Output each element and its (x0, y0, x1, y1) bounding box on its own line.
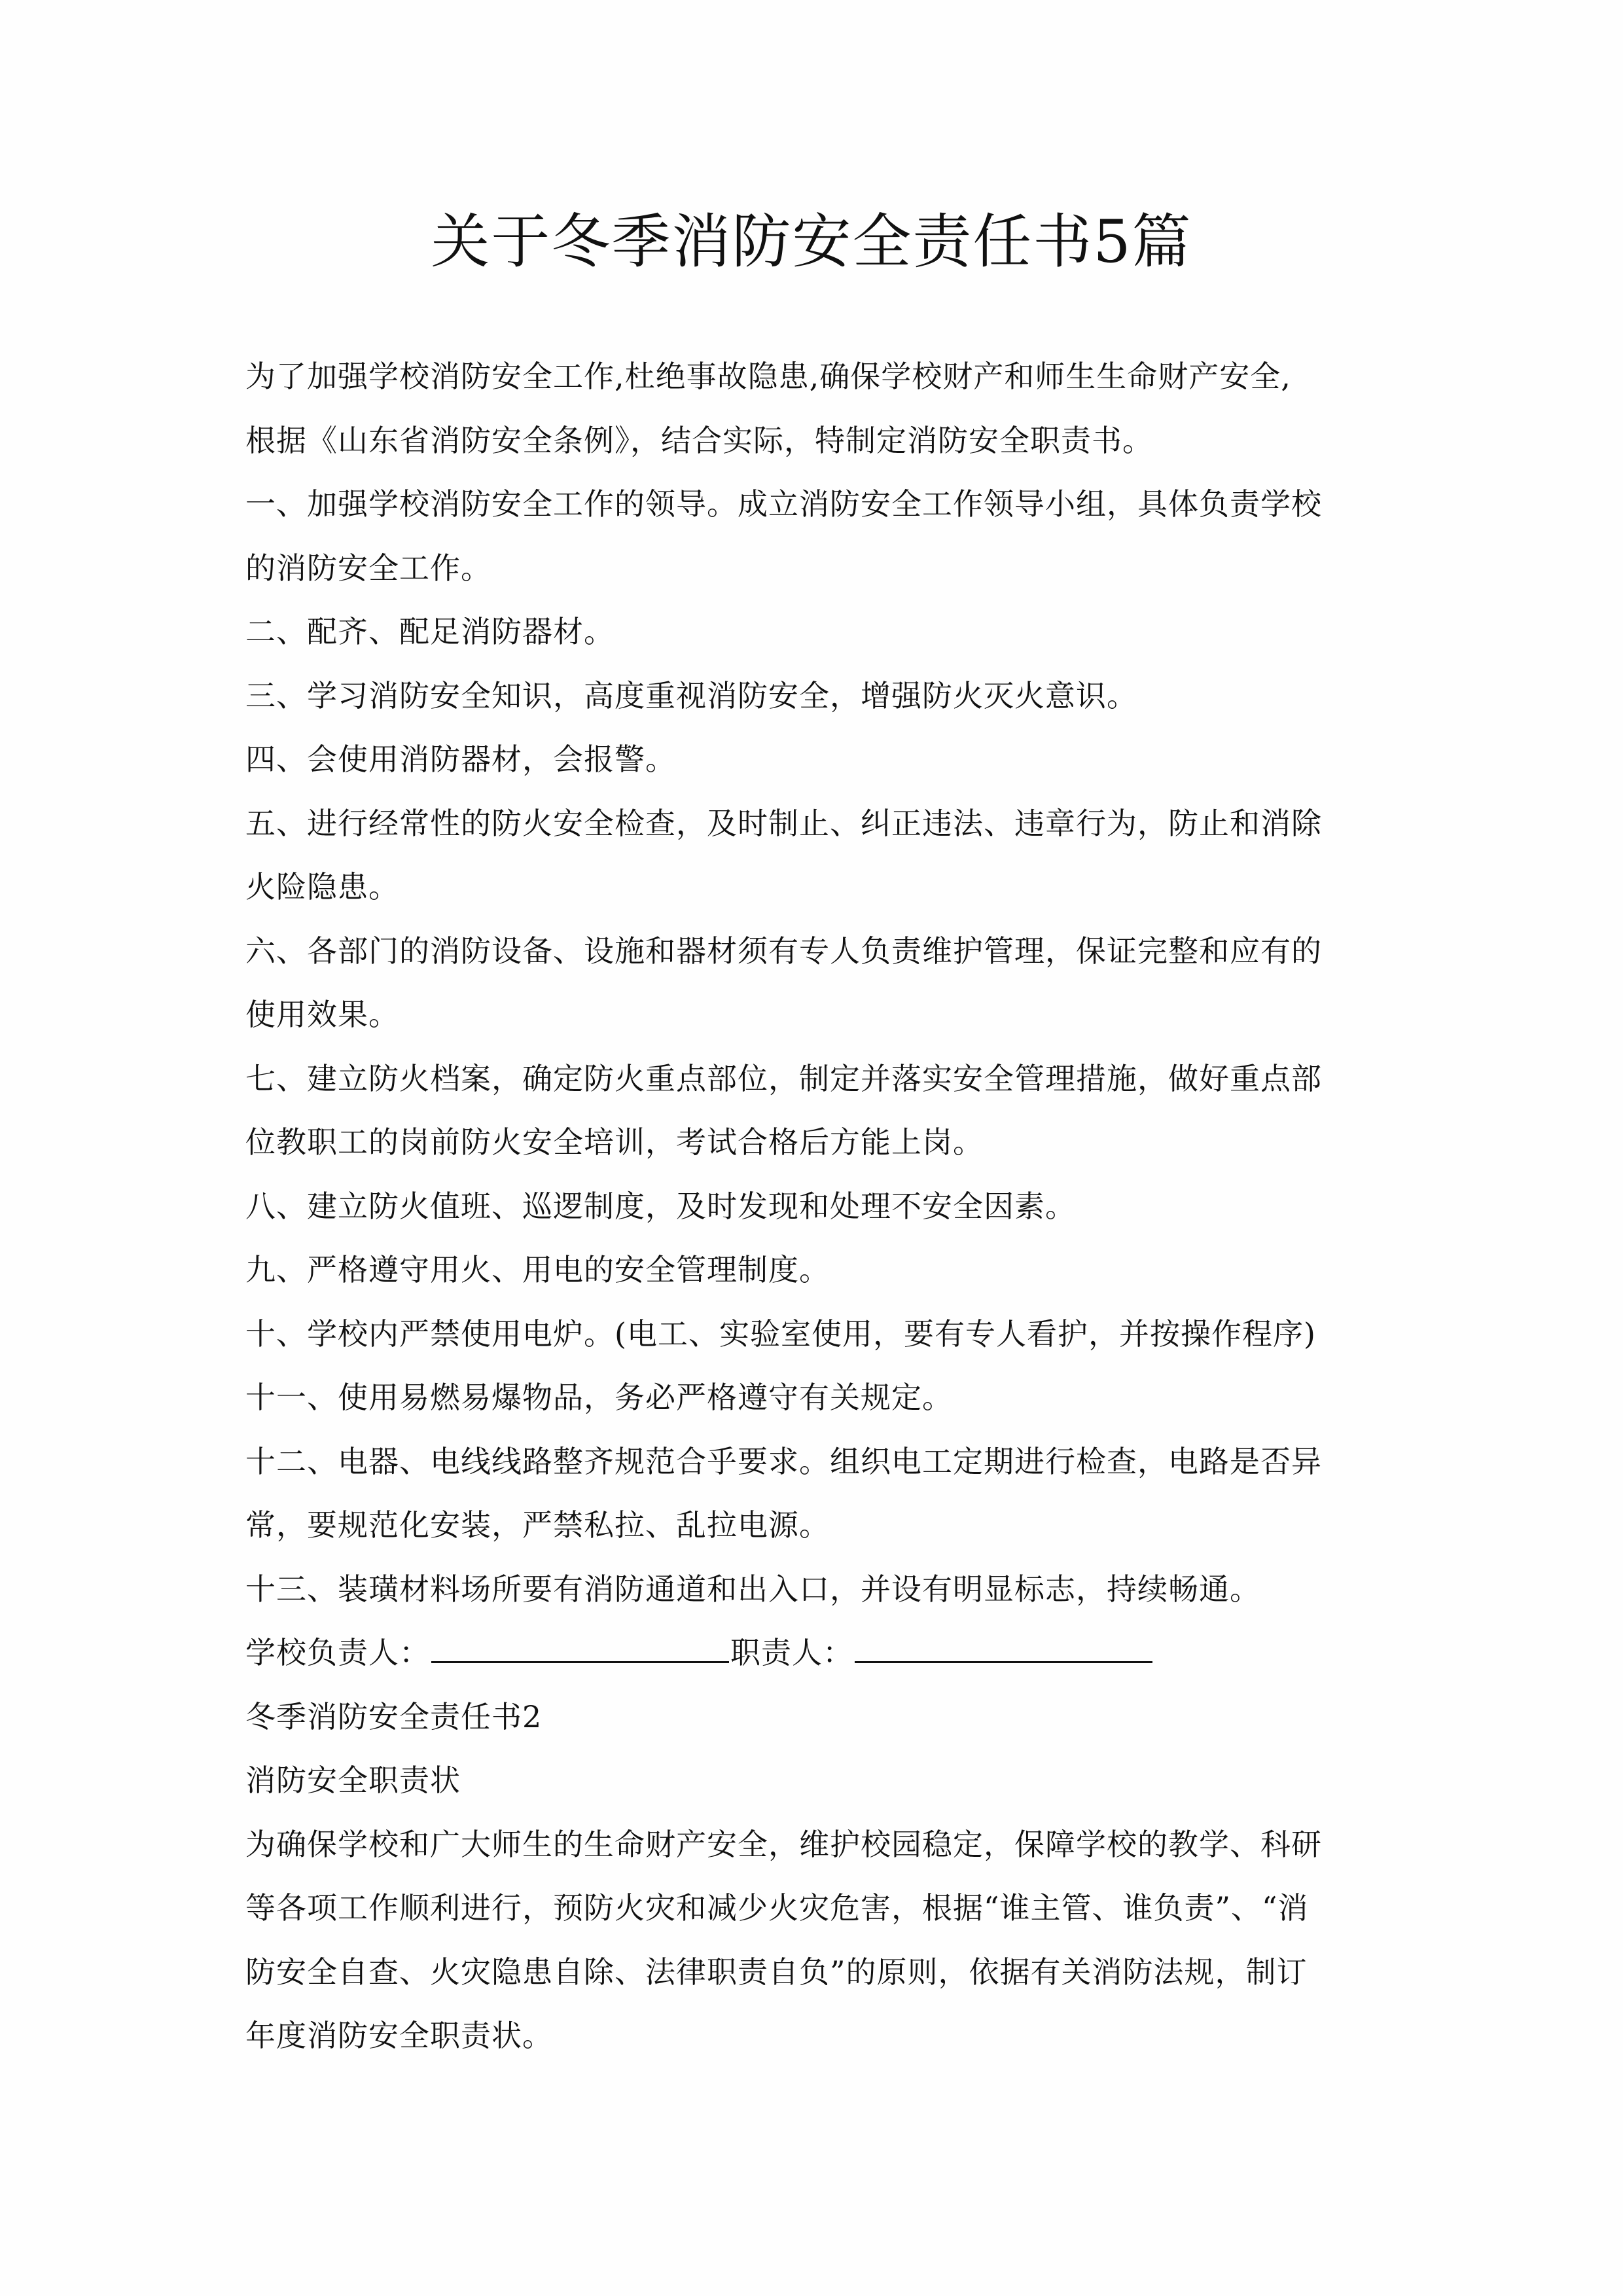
list-item-6-cont: 使用效果。 (245, 997, 399, 1032)
list-item-9: 九、严格遵守用火、用电的安全管理制度。 (245, 1252, 830, 1287)
list-item-2: 二、配齐、配足消防器材。 (245, 614, 615, 649)
list-item-10: 十、学校内严禁使用电炉。(电工、实验室使用，要有专人看护，并按操作程序) (245, 1316, 1316, 1352)
section-2-subheading: 消防安全职责状 (245, 1763, 461, 1798)
responsible-person-label: 职责人： (730, 1635, 853, 1670)
list-item-12-cont: 常，要规范化安装，严禁私拉、乱拉电源。 (245, 1507, 830, 1543)
list-item-8: 八、建立防火值班、巡逻制度，及时发现和处理不安全因素。 (245, 1188, 1076, 1224)
document-title: 关于冬季消防安全责任书5篇 (431, 207, 1192, 276)
section-2-paragraph-line: 为确保学校和广大师生的生命财产安全，维护校园稳定，保障学校的教学、科研 (245, 1826, 1322, 1862)
section-2-heading: 冬季消防安全责任书2 (245, 1698, 543, 1734)
list-item-3: 三、学习消防安全知识，高度重视消防安全，增强防火灭火意识。 (245, 677, 1137, 713)
list-item-11: 十一、使用易燃易爆物品，务必严格遵守有关规定。 (245, 1380, 953, 1415)
section-2-paragraph-line: 年度消防安全职责状。 (245, 2018, 553, 2053)
paragraph-line: 为了加强学校消防安全工作,杜绝事故隐患,确保学校财产和师生生命财产安全, (245, 359, 1291, 394)
list-item-5-cont: 火险隐患。 (245, 869, 399, 905)
responsible-person-signature-blank (855, 1631, 1152, 1663)
school-leader-signature-blank (431, 1631, 729, 1663)
section-2-paragraph-line: 防安全自查、火灾隐患自除、法律职责自负”的原则，依据有关消防法规，制订 (245, 1954, 1308, 1990)
list-item-1-cont: 的消防安全工作。 (245, 550, 491, 586)
paragraph-line: 根据《山东省消防安全条例》，结合实际，特制定消防安全职责书。 (245, 422, 1153, 458)
list-item-7-cont: 位教职工的岗前防火安全培训，考试合格后方能上岗。 (245, 1124, 984, 1160)
signature-row (245, 1621, 1384, 1685)
list-item-6: 六、各部门的消防设备、设施和器材须有专人负责维护管理，保证完整和应有的 (245, 933, 1322, 969)
school-leader-label: 学校负责人： (245, 1635, 430, 1670)
section-2-paragraph-line: 等各项工作顺利进行，预防火灾和减少火灾危害，根据“谁主管、谁负责”、“消 (245, 1890, 1309, 1926)
list-item-7: 七、建立防火档案，确定防火重点部位，制定并落实安全管理措施，做好重点部 (245, 1060, 1322, 1096)
list-item-13: 十三、装璜材料场所要有消防通道和出入口，并设有明显标志，持续畅通。 (245, 1571, 1260, 1607)
document-body (245, 345, 1384, 2068)
list-item-5: 五、进行经常性的防火安全检查，及时制止、纠正违法、违章行为，防止和消除 (245, 805, 1322, 841)
list-item-1: 一、加强学校消防安全工作的领导。成立消防安全工作领导小组，具体负责学校 (245, 486, 1322, 522)
list-item-12: 十二、电器、电线线路整齐规范合乎要求。组织电工定期进行检查，电路是否异 (245, 1443, 1322, 1479)
list-item-4: 四、会使用消防器材，会报警。 (245, 742, 676, 777)
